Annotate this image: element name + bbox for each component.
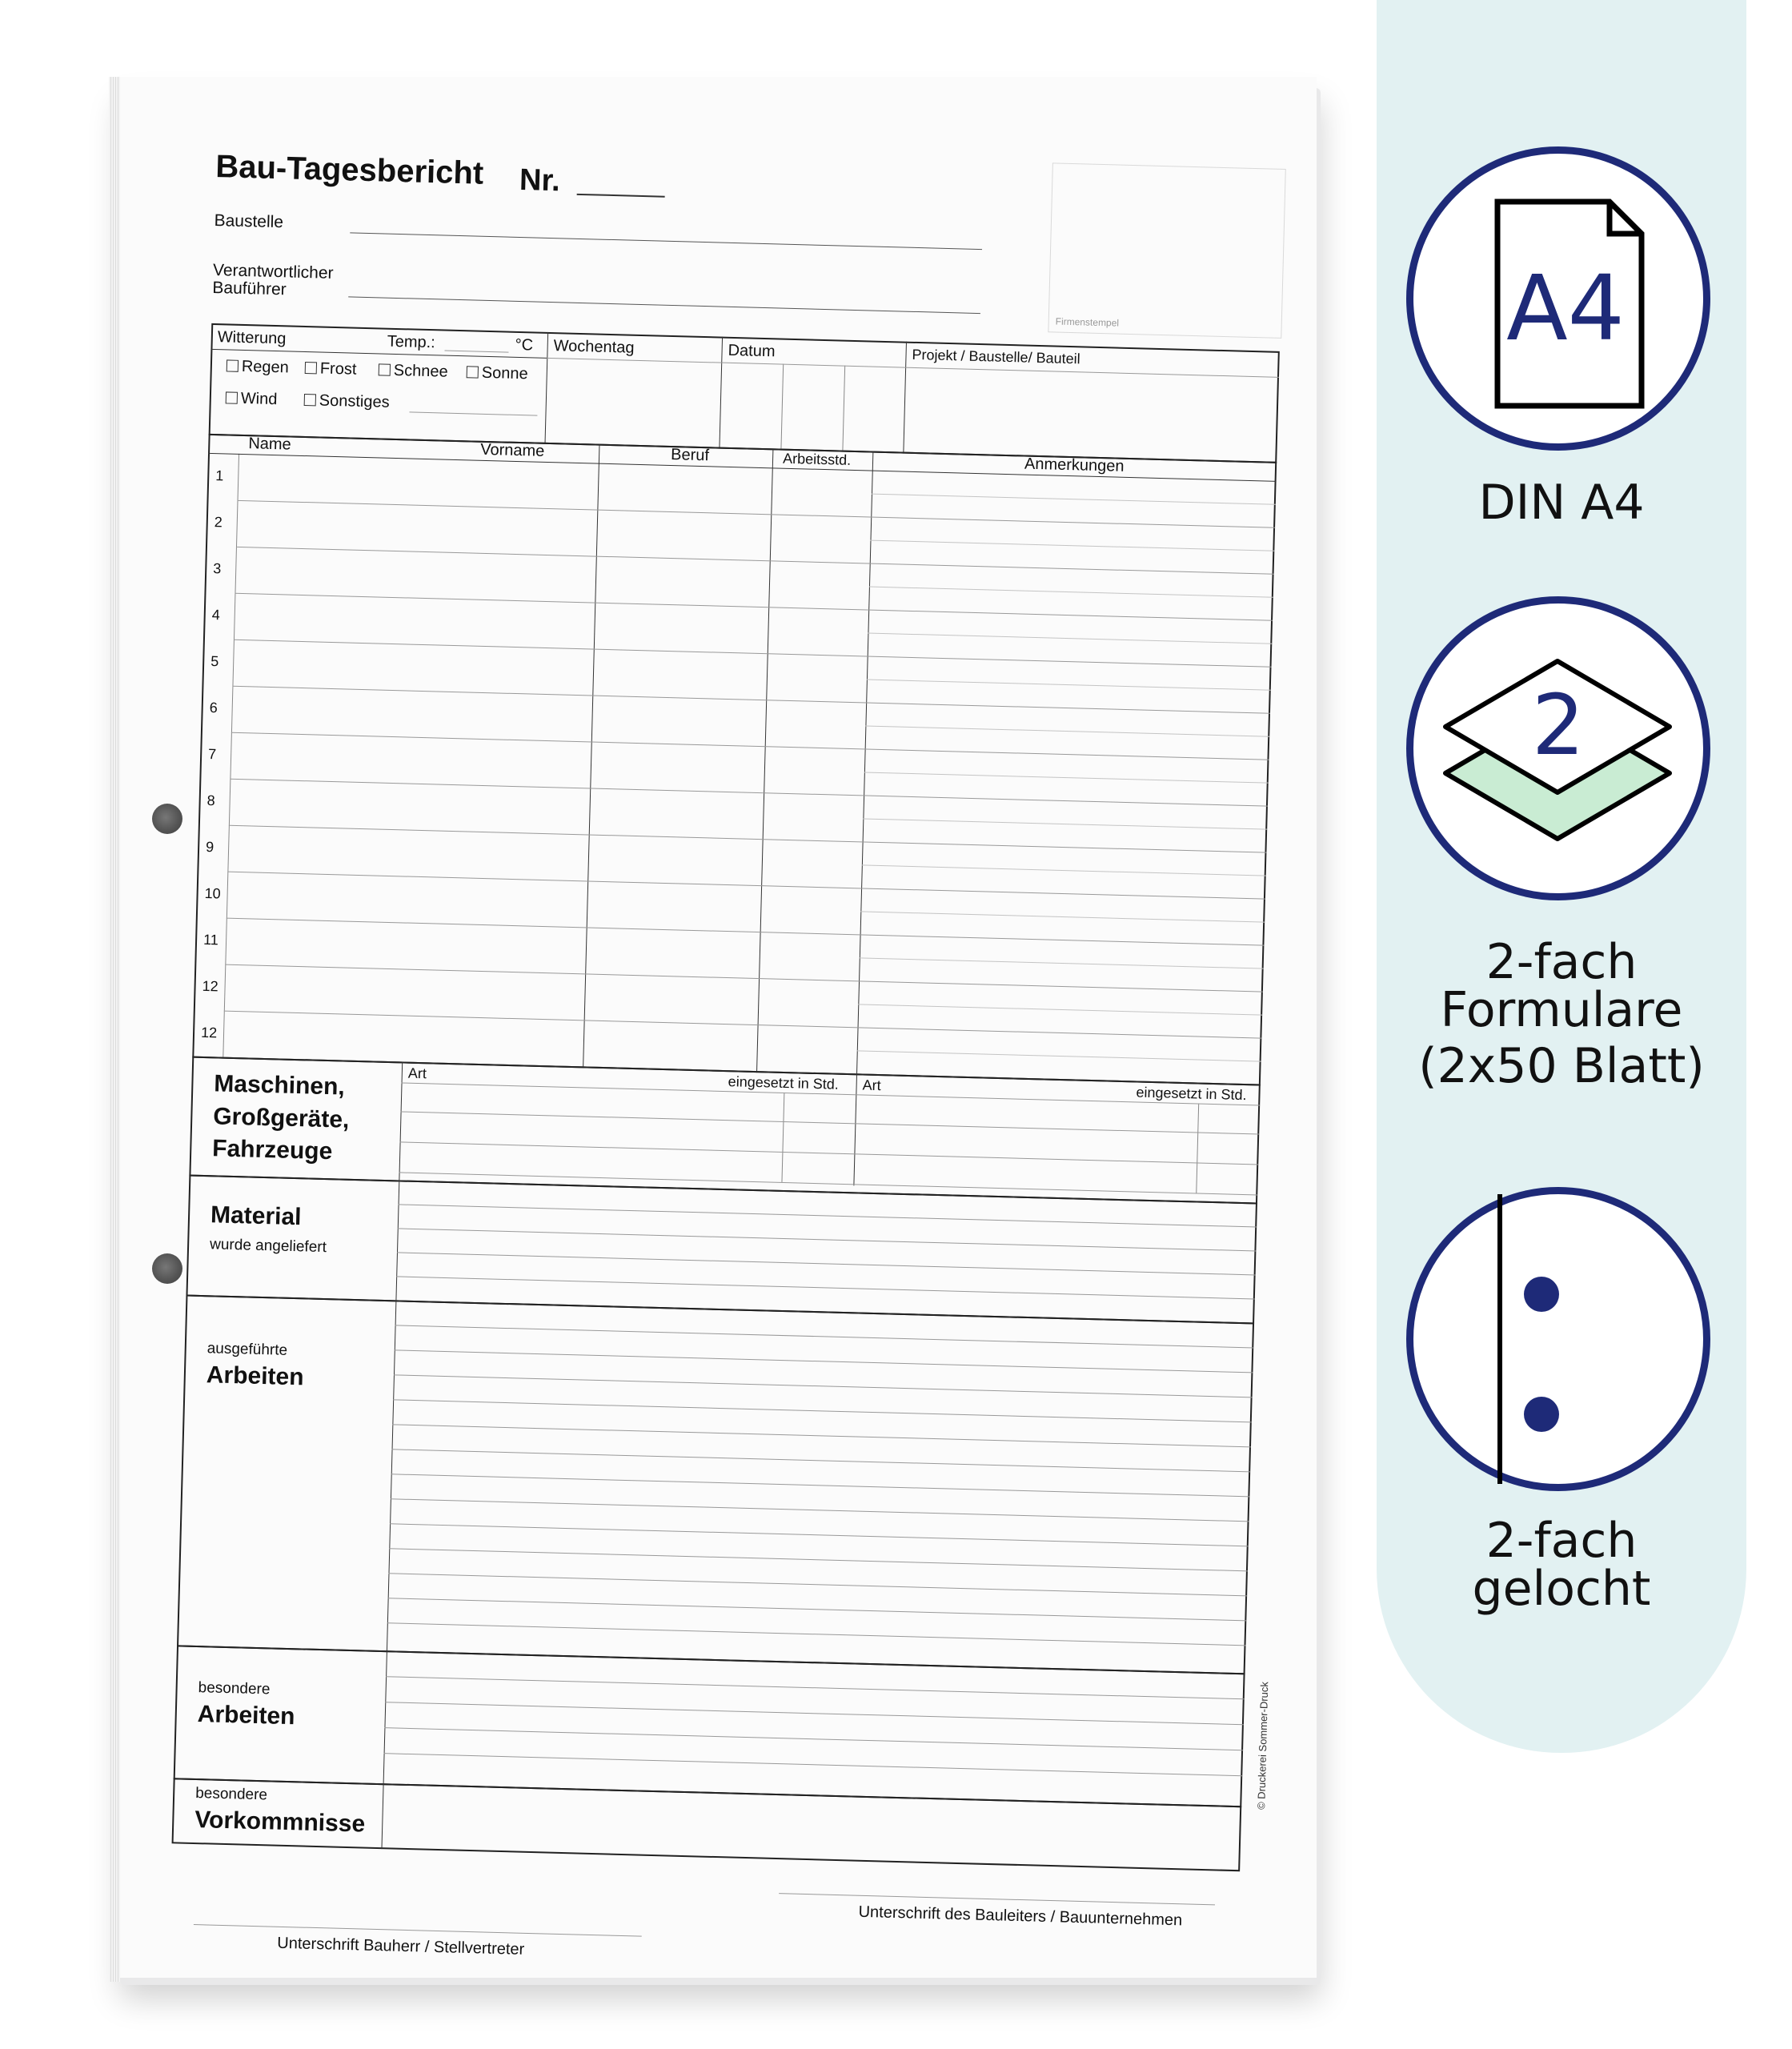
frost-label: Frost — [319, 359, 357, 379]
baustelle-label: Baustelle — [214, 211, 284, 232]
art-label-left: Art — [407, 1065, 427, 1082]
firmenstempel-box — [1048, 162, 1285, 339]
projekt-label: Projekt / Baustelle/ Bauteil — [912, 346, 1080, 367]
feature-punch-circle — [1406, 1187, 1710, 1491]
sig-bauherr-label: Unterschrift Bauherr / Stellvertreter — [277, 1934, 525, 1959]
eingesetzt-label-right: eingesetzt in Std. — [1136, 1084, 1247, 1104]
checkbox-icon — [227, 359, 239, 371]
wochentag-label: Wochentag — [553, 337, 635, 357]
wind-label: Wind — [240, 389, 278, 409]
row-number: 5 — [210, 653, 219, 670]
hole-punch-icon — [1413, 1194, 1703, 1484]
schnee-label: Schnee — [393, 361, 448, 381]
checkbox-sonne[interactable] — [466, 363, 527, 383]
baustelle-field[interactable] — [350, 232, 982, 250]
copyright-text: © Druckerei Sommer-Druck — [1255, 1681, 1271, 1810]
checkbox-wind[interactable] — [226, 389, 278, 409]
checkbox-sonstiges[interactable] — [304, 391, 390, 412]
feature-layers-caption — [1377, 934, 1746, 1094]
arbeiten-section — [177, 1295, 1254, 1675]
bauleiter-field[interactable] — [348, 296, 980, 314]
verantwortlicher-label: Verantwortlicher — [212, 260, 334, 283]
row-number: 10 — [204, 884, 221, 902]
maschinen-label — [212, 1068, 351, 1169]
temp-unit: °C — [515, 335, 534, 355]
col-beruf: Beruf — [670, 446, 710, 465]
witterung-label: Witterung — [217, 328, 287, 348]
feature-layers-caption-line-3: (2x50 Blatt) — [1418, 1038, 1705, 1094]
arbeiten-pre-label: ausgeführte — [206, 1340, 288, 1359]
feature-layers-caption-line-2: Formulare — [1440, 982, 1683, 1038]
checkbox-icon — [226, 391, 238, 403]
row-number: 7 — [207, 746, 217, 763]
a4-icon-text: A4 — [1506, 257, 1625, 361]
form-title: Bau-Tagesbericht — [214, 149, 484, 191]
row-number: 6 — [209, 700, 218, 716]
arbeiten-label: Arbeiten — [206, 1361, 304, 1391]
a4-document-icon — [1413, 154, 1703, 443]
datum-label: Datum — [728, 341, 776, 361]
checkbox-frost[interactable] — [305, 359, 357, 379]
punch-hole-top — [152, 804, 182, 834]
maschinen-label-line-3: Fahrzeuge — [211, 1135, 333, 1165]
row-number: 2 — [214, 514, 223, 531]
feature-a4-circle — [1406, 146, 1710, 451]
row-number: 12 — [202, 977, 218, 995]
sonne-label: Sonne — [481, 363, 528, 383]
besondere-arbeiten-pre-label: besondere — [198, 1679, 271, 1698]
material-sub-label: wurde angeliefert — [209, 1236, 327, 1257]
sig-bauleiter-line[interactable] — [779, 1893, 1215, 1905]
maschinen-label-line-2: Großgeräte, — [212, 1102, 350, 1133]
feature-punch-caption-line-1: 2-fach — [1485, 1513, 1638, 1569]
form-sheet — [120, 77, 1317, 1978]
row-number: 4 — [211, 607, 221, 624]
checkbox-icon — [379, 363, 391, 375]
maschinen-label-line-1: Maschinen, — [213, 1070, 346, 1101]
checkbox-schnee[interactable] — [379, 361, 448, 381]
row-number: 9 — [205, 838, 214, 856]
row-number: 12 — [200, 1024, 218, 1041]
vorkommnisse-label: Vorkommnisse — [194, 1806, 366, 1838]
firmenstempel-label: Firmenstempel — [1055, 315, 1120, 329]
feature-punch-caption-line-2: gelocht — [1472, 1561, 1651, 1617]
col-vorname: Vorname — [479, 440, 545, 460]
checkbox-icon — [467, 366, 479, 378]
pad-edge — [109, 77, 120, 1982]
regen-label: Regen — [241, 357, 290, 377]
nr-label: Nr. — [519, 162, 561, 198]
sonstiges-label: Sonstiges — [319, 391, 390, 411]
col-anmerkungen: Anmerkungen — [1024, 455, 1125, 475]
baufuehrer-label: Bauführer — [212, 278, 287, 299]
row-number: 3 — [213, 560, 222, 577]
row-number: 11 — [202, 931, 219, 948]
row-number: 8 — [206, 792, 215, 809]
layers-icon-text: 2 — [1531, 676, 1586, 774]
feature-a4-caption — [1377, 475, 1746, 531]
sig-bauherr-line[interactable] — [194, 1924, 642, 1937]
eingesetzt-label-left: eingesetzt in Std. — [728, 1073, 840, 1093]
checkbox-icon — [305, 362, 317, 374]
punch-hole-bottom — [152, 1253, 182, 1284]
feature-punch-caption — [1377, 1513, 1746, 1617]
two-layers-icon — [1413, 603, 1703, 893]
temp-label: Temp.: — [387, 332, 436, 352]
col-name: Name — [248, 435, 292, 454]
form — [170, 149, 1289, 1961]
feature-a4-caption-line: DIN A4 — [1478, 475, 1645, 531]
feature-layers-caption-line-1: 2-fach — [1485, 934, 1638, 990]
material-label: Material — [210, 1201, 302, 1231]
besondere-arbeiten-label: Arbeiten — [197, 1701, 295, 1730]
checkbox-icon — [304, 394, 316, 406]
vorkommnisse-pre-label: besondere — [194, 1785, 268, 1804]
feature-layers-circle — [1406, 596, 1710, 900]
checkbox-regen[interactable] — [227, 357, 290, 377]
row-number: 1 — [215, 467, 224, 484]
sig-bauleiter-label: Unterschrift des Bauleiters / Bauunternehmen — [858, 1903, 1183, 1930]
art-label-right: Art — [862, 1077, 881, 1094]
nr-field[interactable] — [577, 194, 665, 198]
col-arbeitsstd: Arbeitsstd. — [782, 450, 852, 468]
